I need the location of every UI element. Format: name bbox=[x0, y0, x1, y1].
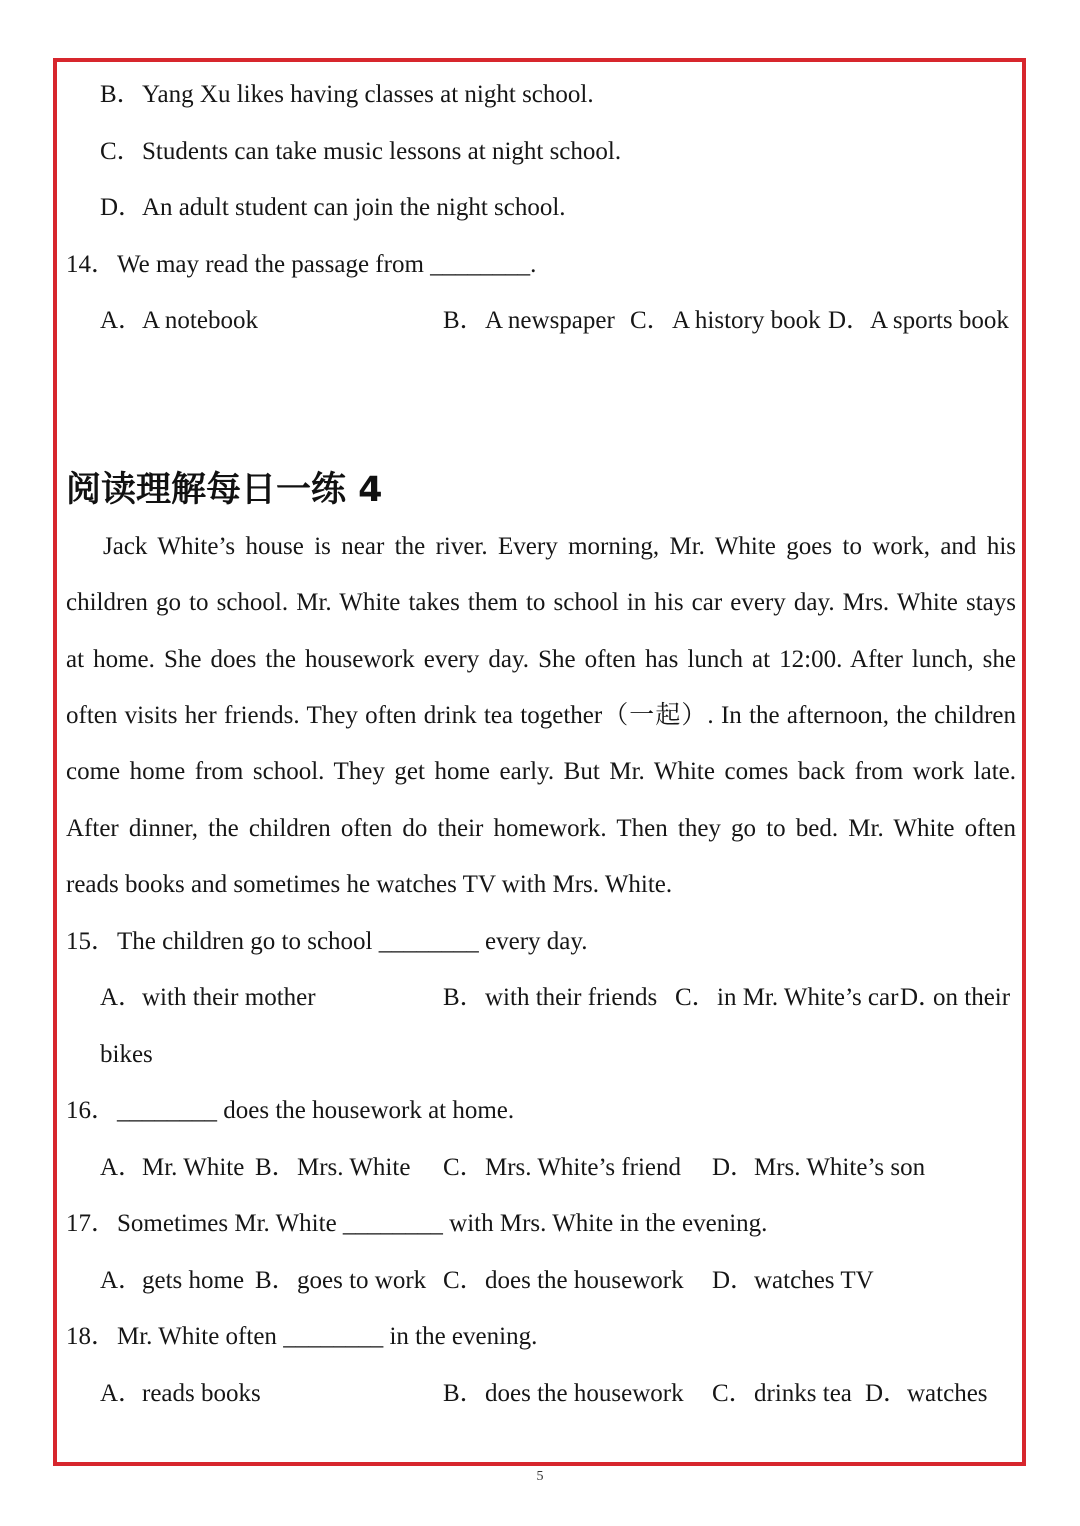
option-text: A history book bbox=[672, 307, 821, 334]
option-text: watches TV bbox=[754, 1267, 874, 1294]
option-letter: D． bbox=[712, 1267, 756, 1294]
option-text: Yang Xu likes having classes at night school. bbox=[142, 81, 594, 108]
option-a bbox=[100, 1376, 261, 1412]
option-text: watches bbox=[907, 1380, 988, 1407]
option-text: does the housework bbox=[485, 1267, 684, 1294]
answer-blank: ________ bbox=[342, 1210, 443, 1237]
option-letter: B． bbox=[255, 1267, 297, 1294]
question-text-after: in the evening. bbox=[383, 1323, 538, 1350]
question-text-after: does the housework at home. bbox=[217, 1097, 515, 1124]
question-17-options bbox=[0, 1263, 1080, 1299]
option-letter: C． bbox=[675, 984, 717, 1011]
option-letter: D． bbox=[900, 984, 944, 1011]
option-text: with their mother bbox=[142, 984, 316, 1011]
option-letter: A． bbox=[100, 984, 144, 1011]
option-text: on their bbox=[933, 984, 1011, 1011]
option-d bbox=[865, 1376, 988, 1412]
question-number: 17． bbox=[66, 1210, 117, 1237]
option-text: A notebook bbox=[142, 307, 258, 334]
question-18 bbox=[66, 1319, 537, 1355]
option-letter: C． bbox=[100, 138, 142, 165]
answer-blank: ________ bbox=[430, 251, 531, 278]
question-16-options bbox=[0, 1150, 1080, 1186]
option-d bbox=[900, 980, 1010, 1016]
option-letter: D． bbox=[865, 1380, 909, 1407]
passage-line: come home from school. They get home early. But Mr. White comes back from work late. bbox=[66, 758, 1016, 785]
option-letter: A． bbox=[100, 1267, 144, 1294]
question-17 bbox=[66, 1206, 767, 1242]
option-c bbox=[675, 980, 898, 1016]
option-text: Mrs. White’s son bbox=[754, 1154, 926, 1181]
option-a bbox=[100, 980, 316, 1016]
question-number: 14． bbox=[66, 251, 117, 278]
option-text: with their friends bbox=[485, 984, 658, 1011]
option-letter: B． bbox=[255, 1154, 297, 1181]
option-b bbox=[443, 1376, 684, 1412]
option-letter: D． bbox=[100, 194, 144, 221]
option-b bbox=[255, 1263, 426, 1299]
question-16 bbox=[66, 1093, 514, 1129]
option-text: goes to work bbox=[297, 1267, 427, 1294]
option-c bbox=[443, 1263, 684, 1299]
option-letter: C． bbox=[712, 1380, 754, 1407]
option-letter: B． bbox=[443, 984, 485, 1011]
question-number: 16． bbox=[66, 1097, 117, 1124]
option-letter: D． bbox=[828, 307, 872, 334]
option-c bbox=[443, 1150, 681, 1186]
prev-option-b bbox=[100, 77, 594, 113]
option-c bbox=[712, 1376, 852, 1412]
option-text: An adult student can join the night school. bbox=[142, 194, 566, 221]
option-letter: A． bbox=[100, 1154, 144, 1181]
option-a bbox=[100, 1150, 244, 1186]
option-b bbox=[255, 1150, 410, 1186]
question-14 bbox=[66, 247, 536, 283]
option-b bbox=[443, 303, 615, 339]
question-15-options bbox=[0, 980, 1080, 1016]
option-letter: C． bbox=[630, 307, 672, 334]
option-text: drinks tea bbox=[754, 1380, 852, 1407]
option-c bbox=[630, 303, 821, 339]
option-letter: B． bbox=[443, 1380, 485, 1407]
option-letter: C． bbox=[443, 1267, 485, 1294]
passage-line: reads books and sometimes he watches TV with Mrs. White. bbox=[66, 871, 673, 898]
answer-blank: ________ bbox=[378, 928, 479, 955]
answer-blank: ________ bbox=[283, 1323, 384, 1350]
question-text-before: The children go to school bbox=[117, 928, 379, 955]
option-a bbox=[100, 1263, 244, 1299]
option-text: gets home bbox=[142, 1267, 245, 1294]
passage-line: at home. She does the housework every day. She often has lunch at 12:00. After lunch, she bbox=[66, 646, 1016, 673]
option-d bbox=[828, 303, 1009, 339]
page-number: 5 bbox=[536, 1469, 544, 1484]
option-b bbox=[443, 980, 657, 1016]
prev-option-c bbox=[100, 134, 621, 170]
question-14-options bbox=[0, 303, 1080, 339]
option-text: A sports book bbox=[870, 307, 1009, 334]
option-text: Mrs. White bbox=[297, 1154, 411, 1181]
option-letter: D． bbox=[712, 1154, 756, 1181]
option-d-wrap: bikes bbox=[100, 1041, 153, 1068]
answer-blank: ________ bbox=[117, 1097, 217, 1124]
question-number: 18． bbox=[66, 1323, 117, 1350]
question-text-before: Sometimes Mr. White bbox=[117, 1210, 343, 1237]
question-number: 15． bbox=[66, 928, 117, 955]
option-text: Students can take music lessons at night school. bbox=[142, 138, 622, 165]
option-d bbox=[712, 1263, 874, 1299]
option-text: Mr. White bbox=[142, 1154, 245, 1181]
option-text: reads books bbox=[142, 1380, 261, 1407]
passage-line: Jack White’s house is near the river. Every morning, Mr. White goes to work, and his bbox=[103, 533, 1016, 560]
option-d bbox=[712, 1150, 925, 1186]
question-text-after: every day. bbox=[478, 928, 588, 955]
option-a bbox=[100, 303, 258, 339]
option-letter: B． bbox=[443, 307, 485, 334]
option-text: in Mr. White’s car bbox=[717, 984, 899, 1011]
passage-line: children go to school. Mr. White takes them to school in his car every day. Mrs. White stays bbox=[66, 589, 1016, 616]
prev-option-d bbox=[100, 190, 566, 226]
passage-line: After dinner, the children often do their homework. Then they go to bed. Mr. White often bbox=[66, 815, 1016, 842]
option-text: A newspaper bbox=[485, 307, 615, 334]
question-text-before: We may read the passage from bbox=[117, 251, 431, 278]
option-letter: A． bbox=[100, 307, 144, 334]
option-letter: A． bbox=[100, 1380, 144, 1407]
question-18-options bbox=[0, 1376, 1080, 1412]
section-title: 阅读理解每日一练 4 bbox=[66, 470, 383, 510]
option-text: does the housework bbox=[485, 1380, 684, 1407]
option-letter: C． bbox=[443, 1154, 485, 1181]
question-text-before: Mr. White often bbox=[117, 1323, 284, 1350]
question-text-after: . bbox=[530, 251, 537, 278]
option-letter: B． bbox=[100, 81, 142, 108]
question-text-after: with Mrs. White in the evening. bbox=[442, 1210, 768, 1237]
question-15 bbox=[66, 924, 588, 960]
passage-line: often visits her friends. They often drink tea together（一起）. In the afternoon, the children bbox=[66, 702, 1016, 729]
option-text: Mrs. White’s friend bbox=[485, 1154, 682, 1181]
